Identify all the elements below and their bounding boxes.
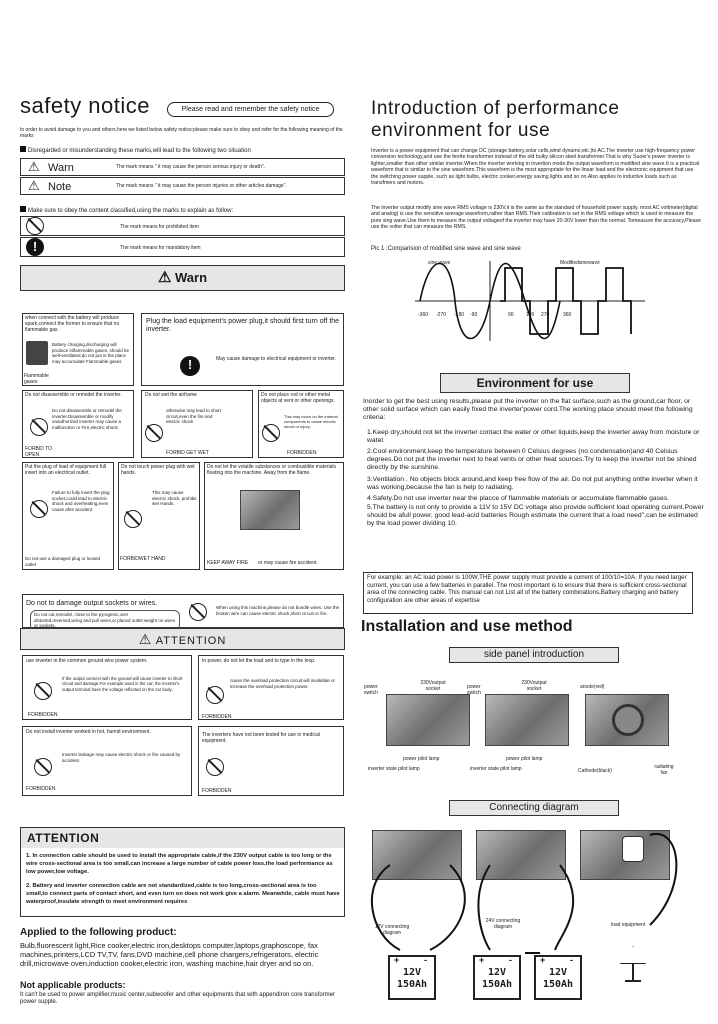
fire-inverter-photo <box>240 490 300 530</box>
waveform-diagram <box>410 256 650 346</box>
w8-detail: or may cause fire accident. <box>258 560 318 566</box>
wave-tick-3: -90 <box>470 312 478 318</box>
radiating-fan-icon <box>612 704 644 736</box>
a4-caption: FORBIDDEN <box>202 788 232 794</box>
obey-heading: Make sure to obey the content classified,using the marks to explain as follow: <box>20 206 345 215</box>
connection-wires <box>360 825 710 975</box>
a2-text: In power, do not let the load and to type in the loop. <box>202 658 316 664</box>
label-pilot-lamp: power pilot lamp <box>403 756 440 762</box>
env-item-3: 3.Ventilation . No objects block around,and keep free flow of the air. Do not put anything onthe inverter when it was working,because the fan is help to radiating. <box>367 476 698 492</box>
mandatory-icon: ! <box>26 238 44 256</box>
wave-tick-6: 270 <box>541 312 550 318</box>
att-item-1: 1. In connection cable should be used to install the appropriate cable,if the 230V output cable is too long or the wire cross-sectional area is too small,can increase a large number of cable power loss,the load performance as low power,low voltage. <box>26 853 333 875</box>
attention-section-header: ⚠ ATTENTION <box>20 628 345 650</box>
w3-caption: FORBID TO OPEN <box>25 446 53 458</box>
warning-triangle-icon: ⚠ <box>28 159 40 174</box>
label-230v-socket: 230Voutput socket <box>420 680 446 692</box>
prohibited-icon <box>26 217 44 235</box>
safety-notice-note: Please read and remember the safety notice <box>167 102 334 117</box>
w7-detail: This may cause electric shock, prohibit wet Hands. <box>152 490 197 506</box>
battery-3-plus: + <box>540 955 546 965</box>
w5-detail: This may touch on the internal components to cause electric shock or injury. <box>284 414 338 429</box>
env-item-2: 2.Cool environment,keep the temperature between 0 Celsius degrees (no condensation)and 40 Celsius degrees.Do not put the inverter next to heat vents or other heat sources.Try to keep the inverter not be shined directly by the sunshine. <box>367 448 697 472</box>
warn-label: Warn <box>48 162 74 174</box>
w4-caption: FORBID GET WET <box>166 450 209 456</box>
warn-section-header: ⚠ Warn <box>20 265 345 291</box>
a3-caption: FORBIDDEN <box>26 786 56 792</box>
applied-title: Applied to the following product: <box>20 927 177 938</box>
w9-detail: Do not cut,remodel, close to the pyrogenic,over distorted,reversed,wring and pull wires,or placed outlet weight on wires or sockets. <box>30 610 180 631</box>
attention-triangle-icon: ⚠ <box>138 631 153 647</box>
w9-prohibited-icon <box>189 603 207 621</box>
label-load-equipment: load equipment <box>611 922 646 928</box>
wave-tick-2: -180 <box>454 312 465 318</box>
example-text: For example: an AC load power is 100W,THE power supply must provide a current of 100/10=10A. If you need larger current, you can use a few batteries in parallel. The most important is to ensure that there is sufficient cross-sectional area of the connecting cable. This manual can not List all of the battery combinations.Battery charging and battery configuration are other areas of expertise <box>367 574 687 604</box>
a2-caption: FORBIDDEN <box>202 714 232 720</box>
safety-notice-title: safety notice <box>20 93 151 118</box>
w4-prohibited-icon <box>145 424 163 442</box>
w1-caption: Flammable gases <box>24 373 49 385</box>
intro-paragraph-1: Inverter is a power equipment that can change DC (storage battery,solar cells,wind dynamo,etc.)to AC.The inverter use high-frequency power conversion technology,and use the ferrite transformer instead of the old bulky silicon steel transformer.That is why Suoer's power inverter is lighter,smaller than other similar inverter.When the inverter working in invertion mode,the output waveform is modified sine wave.It is a practical waveform that is similar to the sine waveform.This waveform is the most appropriate for the linear load and the electronic equipment that use the switching power supple, such as light bulbs, electric cooker,energy saving lights and so on.Also applies to inductive loads such as transfmers and motors. <box>371 148 700 187</box>
label-radiating-fan: radiating fan <box>654 764 674 776</box>
intro-paragraph-2: The inverter output modify sine wave RMS voltage is 230V,it is the same as the standard of household power supply. most AC voltmeter(digital and analog) is use the sensitive average waveform,rather than RMS.Their calibration is set in the RMS voltage which is used to measure the pure sing wave.Use them to measure the output voltageof the inverter may have 20-30V lower than the normal. Tomeasure the accuracy,Please use the volter that can measure the RMS. <box>371 205 701 231</box>
env-item-5: 5.The battery is not only to provide a 11V to 15V DC voltage also provide sufficient load operating current.Power should be afull power, good lead-acid batteries Rough estimate the current that a load need",can be estimated by the load power dividing 10. <box>367 504 704 528</box>
warn-text: The mark means " it may cause the person serious injury or death". <box>116 164 265 170</box>
intro-title-line2: environment for use <box>371 120 551 141</box>
a2-detail: cause the overload protection circuit will invalidate or increase the overload protection power. <box>230 678 336 689</box>
battery-12v-3: 12V 150Ah <box>534 955 582 1000</box>
env-intro: Inorder to get the best using results,please put the inverter on the flat surface,such as the ground,car floor, or other solid surface which can easily fixed the inverter'power cord.The working place should meet the following criteria: <box>363 398 693 422</box>
label-power-switch-2: power switch <box>467 684 481 696</box>
w4-text: Do not wet the airframe <box>145 392 197 398</box>
w9-text: Do not to damage output sockets or wires. <box>26 600 158 607</box>
a3-prohibited-icon <box>34 758 52 776</box>
w4-detail: otherwise may lead to short circuit,even the fire and electric shock <box>166 408 222 424</box>
lamp-icon <box>615 946 651 986</box>
label-24v-diagram: 24V connecting diagram <box>485 918 521 930</box>
w6-prohibited-icon <box>30 500 48 518</box>
wave-tick-7: 360 <box>563 312 572 318</box>
install-title: Installation and use method <box>361 618 573 635</box>
wave-tick-4: 90 <box>508 312 514 318</box>
a4-text: The inverters have not been tested for use in medical equipment. <box>202 732 320 744</box>
w2-text: Plug the load equipment's power plug,it should first turn off the inverter. <box>146 318 340 333</box>
safety-intro: In order to avoid damage to you and others,here we listed below safety notice:please make sure to obey and refer for the following meaning of the marks <box>20 127 343 139</box>
w9-detail2: When using this machine,please do not bundle wires. Use the broken wire can cause electric shock,short circuit or fire. <box>216 605 340 616</box>
note-text: The mark means " it may cause the person injuries or other articles damage". <box>116 183 287 189</box>
w1-text: when connect with the battery will produce spark,connect the former to ensure that no flammable gas. <box>25 315 120 333</box>
attention2-title: ATTENTION <box>21 828 344 848</box>
w7-prohibited-icon <box>124 510 142 528</box>
label-power-switch: power switch <box>364 684 378 696</box>
mod-sine-wave-label: Modifiedsinewave <box>560 260 600 266</box>
env-item-1: 1.Keep dry,should not let the inverter contact the water or other liquids,keep the inverter away from moisture or watel. <box>367 429 700 445</box>
not-applicable-text: It can't be used to power amplifier,music center,subwoofer and other equipments that with appendiron core transformer power supple. <box>20 992 335 1005</box>
label-state-lamp: inverter state pilot lamp <box>368 766 420 772</box>
label-pilot-lamp-2: power pilot lamp <box>506 756 543 762</box>
w6-text: Put the plug of load of equipment full insert into an electrical outlet. <box>25 464 107 476</box>
a3-text: Do not install inverter worked in hot, humid environment. <box>26 729 151 735</box>
w8-caption: KEEP AWAY FIRE <box>207 560 249 566</box>
a1-caption: FORBIDDEN <box>28 712 58 718</box>
a1-prohibited-icon <box>34 682 52 700</box>
a4-prohibited-icon <box>206 758 224 776</box>
label-cathode: Cathode(black) <box>578 768 612 774</box>
battery-12v-1: 12V 150Ah <box>388 955 436 1000</box>
note-triangle-icon: ⚠ <box>28 178 40 193</box>
wave-tick-0: -360 <box>418 312 429 318</box>
w5-caption: FORBIDDEN <box>287 450 317 456</box>
w6-detail: Failure to fully insert the plug socket,could lead to electric shock and overheating,even cause afire accident. <box>52 490 110 512</box>
env-item-4: 4.Safety.Do not use inverter near the placce of flammable materials or accumulate flammable gases. <box>367 495 670 502</box>
connecting-diagram-header: Connecting diagram <box>449 800 619 816</box>
label-anode: anode(red) <box>580 684 605 690</box>
battery-12v-2: 12V 150Ah <box>473 955 521 1000</box>
w2-detail: May cause damage to electrical equipment or inverter. <box>216 356 337 362</box>
wave-tick-5: 180 <box>526 312 535 318</box>
att-item-2: 2. Battery and inverter connection cable are not standardized,cable is too long,cross-sectional area is too small,to connect parts of contact short, and even turn on does not work give a alarm. Meanwhile, cable must have waterproof,insulate strength to meet environment requires <box>26 883 340 905</box>
w7-text: Do not touch power plug with wet hands. <box>121 464 195 476</box>
side-panel-header: side panel introduction <box>449 647 619 663</box>
a1-detail: If the output connect with the ground will cause inverter to short circuit and damage.For example:used in the car, the inverter's output terminal have the voltage reflected on the car body. <box>62 676 183 692</box>
w7-caption: FORBIDWET HAND <box>120 556 166 562</box>
battery-3-minus: - <box>570 955 573 965</box>
battery-1-minus: - <box>424 955 427 965</box>
battery-spark-icon <box>26 341 48 365</box>
label-12v-diagram: 12V connecting diagram <box>374 924 410 936</box>
battery-1-plus: + <box>394 955 400 965</box>
w6-caption: Do not use a damaged plug or loosed outlet <box>25 556 101 567</box>
sine-wave-label: sine wave <box>428 260 451 266</box>
applied-text: Bulb,fluorescent light,Rice cooker,electric iron,desktops computer,laptops,graphoscope, fax machines,printers,LCD TV,TV, fans,DVD machine,cell phone chargers,refrigerators, electric drill,microwave oven,induction cooker,electric iron, washing machine,hair dryer and so on. <box>20 941 319 968</box>
environment-header: Environment for use <box>440 373 630 393</box>
battery-2-plus: + <box>479 955 485 965</box>
a1-text: use inverter in the common ground wire power system. <box>26 658 148 664</box>
w5-prohibited-icon <box>262 424 280 442</box>
w3-prohibited-icon <box>30 418 48 436</box>
w8-text: Do not let the volatile substances or combustible materials floating into the machine. Away from the flame. <box>207 464 336 476</box>
label-state-lamp-2: inverter state pilot lamp <box>470 766 522 772</box>
a3-detail: Inverter leakage may cause electric shock or fire caused by accident. <box>62 752 181 763</box>
mandatory-text: The mark means for mandatory item <box>120 245 201 251</box>
w3-detail: Do not disassemble or remodel the inverter.Disassemble or modify unauthorized inverter may cause a malfunction or Fire,electric shock. <box>52 408 122 430</box>
side-panel-photo-1 <box>386 694 470 746</box>
side-panel-photo-2 <box>485 694 569 746</box>
pic-caption: Pic 1 :Comparision of modified sine wave and sine wave <box>371 246 521 252</box>
w5-text: Do not place rod or other metal objects at vent or other openings. <box>261 392 335 404</box>
a2-prohibited-icon <box>206 686 224 704</box>
w1-detail: Battery charging,discharging will produce inflammable gases, should be well-ventilated,do not put in the place may accumulate Flammable gases <box>52 342 130 364</box>
not-applicable-title: Not applicable products: <box>20 980 126 990</box>
w2-mandatory-icon: ! <box>180 356 200 376</box>
w3-text: Do not disassemble or remodel the inverter. <box>25 392 122 398</box>
prohibited-text: The mark means for prohibited item <box>120 224 199 230</box>
label-230v-socket-2: 230Voutput socket <box>521 680 547 692</box>
intro-title-line1: Introduction of performance <box>371 98 620 119</box>
battery-2-minus: - <box>509 955 512 965</box>
warn-header-icon: ⚠ <box>157 269 172 286</box>
wave-tick-1: -270 <box>436 312 447 318</box>
disregard-heading: Disregarded or misunderstanding these marks,will lead to the following two situation <box>20 146 345 155</box>
note-label: Note <box>48 181 72 193</box>
